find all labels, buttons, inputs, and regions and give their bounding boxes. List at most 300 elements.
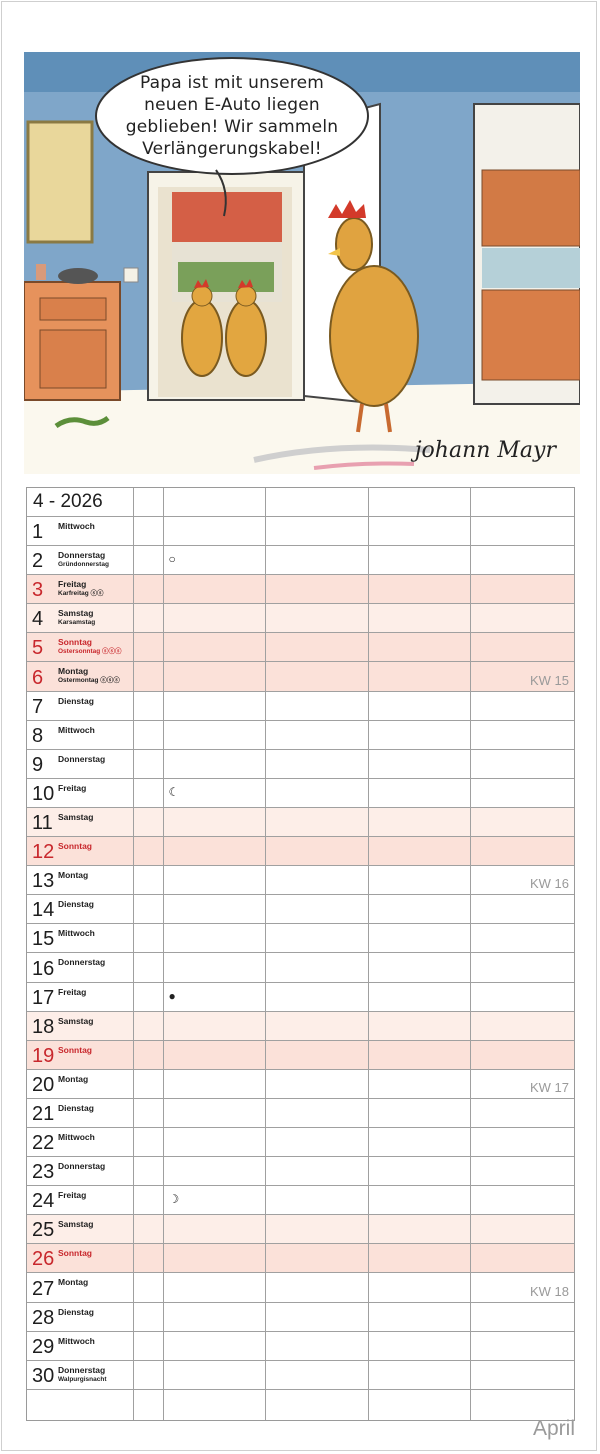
entry-cell[interactable] (471, 662, 574, 690)
day-number: 5 (32, 637, 44, 660)
entry-cell[interactable] (266, 546, 369, 574)
entry-cell[interactable] (471, 1273, 574, 1301)
entry-cell[interactable] (471, 1157, 574, 1185)
entry-cell[interactable] (266, 1157, 369, 1185)
day-number: 10 (32, 782, 55, 805)
date-cell (27, 1303, 134, 1331)
holiday-label: Gründonnerstag (58, 561, 109, 569)
day-rows (27, 517, 574, 1390)
entry-cell[interactable] (266, 924, 369, 952)
narrow-cell (134, 924, 164, 952)
day-number: 1 (32, 521, 44, 544)
day-name (58, 987, 86, 997)
entry-cell[interactable] (164, 517, 267, 545)
entry-cell[interactable] (471, 1041, 574, 1069)
weekday-label: Donnerstag (58, 1364, 106, 1375)
entry-cell[interactable] (471, 1303, 574, 1331)
day-name (58, 1074, 88, 1084)
entry-cell[interactable] (164, 1012, 267, 1040)
person-column (266, 488, 369, 516)
day-number: 27 (32, 1277, 55, 1300)
entry-cell[interactable] (369, 1215, 472, 1243)
narrow-cell (134, 1128, 164, 1156)
day-number: 4 (32, 608, 44, 631)
date-cell (27, 1012, 134, 1040)
entry-cell[interactable] (266, 866, 369, 894)
date-cell (27, 575, 134, 603)
footer-cell (164, 1390, 267, 1420)
entry-cell[interactable] (369, 1070, 472, 1098)
weekday-label: Dienstag (58, 1102, 94, 1113)
entry-cell[interactable] (369, 1099, 472, 1127)
date-cell (27, 808, 134, 836)
entry-cell[interactable] (369, 837, 472, 865)
day-number: 14 (32, 899, 55, 922)
day-row (27, 837, 574, 866)
entry-cell[interactable] (369, 1186, 472, 1214)
weekday-label: Samstag (58, 811, 94, 822)
day-name (58, 957, 105, 967)
entry-cell[interactable] (266, 779, 369, 807)
day-number: 18 (32, 1015, 55, 1038)
day-name (58, 637, 122, 657)
entry-cell[interactable] (164, 633, 267, 661)
day-row (27, 546, 574, 575)
speech-line: Papa ist mit unserem (139, 73, 325, 93)
entry-cell[interactable] (164, 1157, 267, 1185)
entry-cell[interactable] (471, 1099, 574, 1127)
entry-cell[interactable] (266, 1303, 369, 1331)
entry-cell[interactable] (164, 1273, 267, 1301)
entry-cell[interactable] (164, 575, 267, 603)
weekday-label: Donnerstag (58, 1161, 106, 1172)
date-cell (27, 924, 134, 952)
narrow-cell (134, 721, 164, 749)
weekday-label: Dienstag (58, 695, 94, 706)
entry-cell[interactable] (471, 779, 574, 807)
footer-cell (369, 1390, 472, 1420)
day-name (58, 870, 88, 880)
day-number: 28 (32, 1306, 55, 1329)
entry-cell[interactable] (471, 1332, 574, 1360)
weekday-label: Donnerstag (58, 550, 106, 561)
weekday-label: Freitag (58, 1190, 87, 1201)
entry-cell[interactable] (369, 866, 472, 894)
entry-cell[interactable] (369, 779, 472, 807)
day-name (58, 754, 105, 764)
entry-cell[interactable] (164, 779, 267, 807)
date-cell (27, 662, 134, 690)
entry-cell[interactable] (471, 517, 574, 545)
entry-cell[interactable] (471, 866, 574, 894)
day-name (58, 579, 104, 599)
day-number: 29 (32, 1335, 55, 1358)
day-number: 22 (32, 1132, 55, 1155)
footer-cell (471, 1390, 574, 1420)
day-name (58, 812, 93, 822)
entry-cell[interactable] (164, 1332, 267, 1360)
date-cell (27, 1157, 134, 1185)
moon-phase-icon: ☽ (168, 1192, 180, 1207)
day-number: 19 (32, 1044, 55, 1067)
day-row (27, 1186, 574, 1215)
day-name (58, 1365, 107, 1385)
day-number: 16 (32, 957, 55, 980)
entry-cell[interactable] (164, 1361, 267, 1389)
entry-cell[interactable] (164, 662, 267, 690)
day-row (27, 750, 574, 779)
entry-cell[interactable] (369, 750, 472, 778)
date-cell (27, 983, 134, 1011)
entry-cell[interactable] (471, 808, 574, 836)
day-number: 24 (32, 1190, 55, 1213)
narrow-cell (134, 953, 164, 981)
entry-cell[interactable] (471, 575, 574, 603)
entry-cell[interactable] (471, 721, 574, 749)
day-row (27, 1303, 574, 1332)
entry-cell[interactable] (164, 546, 267, 574)
day-name (58, 1336, 95, 1346)
weekday-label: Samstag (58, 1219, 94, 1230)
calendar-week-label: KW 16 (529, 876, 569, 892)
entry-cell[interactable] (369, 808, 472, 836)
day-row (27, 1332, 574, 1361)
entry-cell[interactable] (471, 1186, 574, 1214)
weekday-label: Mittwoch (58, 521, 95, 531)
entry-cell[interactable] (164, 837, 267, 865)
weekday-label: Mittwoch (58, 1335, 95, 1346)
footer-cell (266, 1390, 369, 1420)
date-cell (27, 1186, 134, 1214)
entry-cell[interactable] (471, 1128, 574, 1156)
entry-cell[interactable] (164, 808, 267, 836)
narrow-cell (134, 575, 164, 603)
calendar-footer-row (27, 1390, 574, 1420)
weekday-label: Montag (58, 870, 89, 881)
narrow-cell (134, 895, 164, 923)
weekday-label: Sonntag (58, 841, 92, 852)
entry-cell[interactable] (471, 692, 574, 720)
month-year-heading: 4 - 2026 (33, 491, 103, 512)
month-year-cell (27, 488, 134, 516)
day-row (27, 779, 574, 808)
narrow-cell (134, 1012, 164, 1040)
day-row (27, 983, 574, 1012)
date-cell (27, 750, 134, 778)
entry-cell[interactable] (266, 633, 369, 661)
day-row (27, 575, 574, 604)
day-name (58, 1248, 92, 1258)
date-cell (27, 1361, 134, 1389)
moon-phase-icon: ● (168, 988, 176, 1003)
entry-cell[interactable] (471, 1215, 574, 1243)
weekday-label: Sonntag (58, 1248, 92, 1259)
day-row (27, 692, 574, 721)
narrow-cell (134, 517, 164, 545)
footer-narrow-cell (134, 1390, 164, 1420)
entry-cell[interactable] (266, 1332, 369, 1360)
date-cell (27, 1041, 134, 1069)
entry-cell[interactable] (471, 1244, 574, 1272)
entry-cell[interactable] (369, 1157, 472, 1185)
entry-cell[interactable] (164, 750, 267, 778)
entry-cell[interactable] (471, 895, 574, 923)
entry-cell[interactable] (369, 1303, 472, 1331)
entry-cell[interactable] (164, 1215, 267, 1243)
date-cell (27, 517, 134, 545)
day-name (58, 1103, 94, 1113)
day-name (58, 1132, 95, 1142)
calendar-week-label: KW 17 (529, 1079, 569, 1095)
entry-cell[interactable] (266, 983, 369, 1011)
day-name (58, 666, 120, 686)
day-name (58, 1190, 86, 1200)
day-row (27, 721, 574, 750)
entry-cell[interactable] (369, 721, 472, 749)
day-name (58, 1161, 105, 1171)
entry-cell[interactable] (369, 575, 472, 603)
person-column (471, 488, 574, 516)
day-name (58, 1045, 92, 1055)
date-cell (27, 692, 134, 720)
entry-cell[interactable] (369, 1128, 472, 1156)
date-cell (27, 633, 134, 661)
entry-cell[interactable] (164, 924, 267, 952)
weekday-label: Donnerstag (58, 753, 106, 764)
day-number: 20 (32, 1073, 55, 1096)
day-row (27, 1273, 574, 1302)
entry-cell[interactable] (164, 895, 267, 923)
calendar-grid (26, 487, 575, 1421)
entry-cell[interactable] (369, 1332, 472, 1360)
day-row (27, 1099, 574, 1128)
day-number: 26 (32, 1248, 55, 1271)
entry-cell[interactable] (471, 953, 574, 981)
date-cell (27, 895, 134, 923)
date-cell (27, 1273, 134, 1301)
entry-cell[interactable] (369, 1244, 472, 1272)
narrow-cell (134, 1303, 164, 1331)
day-name (58, 899, 94, 909)
entry-cell[interactable] (471, 1012, 574, 1040)
entry-cell[interactable] (164, 1070, 267, 1098)
narrow-cell (134, 633, 164, 661)
entry-cell[interactable] (164, 604, 267, 632)
entry-cell[interactable] (266, 1186, 369, 1214)
date-cell (27, 546, 134, 574)
narrow-cell (134, 1244, 164, 1272)
weekday-label: Dienstag (58, 899, 94, 910)
holiday-label: Ostermontag ⓢⓢⓢ (58, 677, 120, 685)
moon-phase-icon: ○ (168, 552, 176, 567)
entry-cell[interactable] (164, 1303, 267, 1331)
entry-cell[interactable] (369, 895, 472, 923)
entry-cell[interactable] (266, 1215, 369, 1243)
date-cell (27, 779, 134, 807)
weekday-label: Mittwoch (58, 928, 95, 939)
date-cell (27, 1332, 134, 1360)
entry-cell[interactable] (266, 692, 369, 720)
day-name (58, 521, 95, 531)
entry-cell[interactable] (471, 1361, 574, 1389)
entry-cell[interactable] (471, 837, 574, 865)
person-column (369, 488, 472, 516)
speech-line: neuen E-Auto liegen (144, 95, 320, 115)
narrow-cell (134, 1041, 164, 1069)
entry-cell[interactable] (266, 721, 369, 749)
entry-cell[interactable] (369, 1012, 472, 1040)
day-row (27, 895, 574, 924)
day-name (58, 783, 86, 793)
day-row (27, 1070, 574, 1099)
date-cell (27, 1215, 134, 1243)
entry-cell[interactable] (164, 983, 267, 1011)
entry-cell[interactable] (266, 1273, 369, 1301)
day-number: 21 (32, 1102, 55, 1125)
day-row (27, 866, 574, 895)
footer-date-cell (27, 1390, 134, 1420)
day-number: 23 (32, 1161, 55, 1184)
entry-cell[interactable] (164, 1041, 267, 1069)
day-row (27, 604, 574, 633)
entry-cell[interactable] (266, 750, 369, 778)
entry-cell[interactable] (471, 924, 574, 952)
narrow-cell (134, 1361, 164, 1389)
weekday-label: Mittwoch (58, 724, 95, 735)
entry-cell[interactable] (266, 1128, 369, 1156)
entry-cell[interactable] (471, 633, 574, 661)
entry-cell[interactable] (266, 895, 369, 923)
narrow-cell (134, 808, 164, 836)
narrow-cell (134, 546, 164, 574)
narrow-cell (134, 1157, 164, 1185)
weekday-label: Freitag (58, 579, 87, 590)
weekday-label: Samstag (58, 608, 94, 619)
day-row (27, 924, 574, 953)
entry-cell[interactable] (369, 662, 472, 690)
day-name (58, 928, 95, 938)
day-row (27, 662, 574, 691)
entry-cell[interactable] (369, 517, 472, 545)
narrow-cell (134, 983, 164, 1011)
entry-cell[interactable] (164, 1128, 267, 1156)
entry-cell[interactable] (164, 1186, 267, 1214)
entry-cell[interactable] (369, 1273, 472, 1301)
date-cell (27, 1128, 134, 1156)
person-column (164, 488, 267, 516)
weekday-label: Sonntag (58, 1044, 92, 1055)
day-name (58, 1277, 88, 1287)
weekday-label: Montag (58, 1073, 89, 1084)
day-name (58, 841, 92, 851)
day-number: 30 (32, 1364, 55, 1387)
entry-cell[interactable] (266, 1041, 369, 1069)
entry-cell[interactable] (266, 604, 369, 632)
day-row (27, 1128, 574, 1157)
weekday-label: Mittwoch (58, 1131, 95, 1142)
entry-cell[interactable] (266, 808, 369, 836)
narrow-column (134, 488, 164, 516)
day-number: 11 (32, 812, 53, 835)
day-row (27, 953, 574, 982)
entry-cell[interactable] (266, 1099, 369, 1127)
day-row (27, 633, 574, 662)
entry-cell[interactable] (266, 1361, 369, 1389)
weekday-label: Montag (58, 1277, 89, 1288)
date-cell (27, 953, 134, 981)
date-cell (27, 604, 134, 632)
entry-cell[interactable] (369, 1041, 472, 1069)
entry-cell[interactable] (266, 517, 369, 545)
entry-cell[interactable] (471, 983, 574, 1011)
entry-cell[interactable] (266, 575, 369, 603)
entry-cell[interactable] (369, 953, 472, 981)
entry-cell[interactable] (369, 983, 472, 1011)
day-name (58, 725, 95, 735)
holiday-label: Walpurgisnacht (58, 1375, 107, 1383)
entry-cell[interactable] (369, 924, 472, 952)
speech-bubble-text (112, 72, 352, 160)
entry-cell[interactable] (369, 633, 472, 661)
day-row (27, 1012, 574, 1041)
entry-cell[interactable] (164, 953, 267, 981)
entry-cell[interactable] (266, 1070, 369, 1098)
entry-cell[interactable] (164, 1099, 267, 1127)
entry-cell[interactable] (266, 662, 369, 690)
day-name (58, 550, 109, 570)
entry-cell[interactable] (266, 953, 369, 981)
cartoon-illustration (24, 52, 580, 474)
entry-cell[interactable] (471, 546, 574, 574)
day-row (27, 1041, 574, 1070)
day-number: 7 (32, 695, 44, 718)
day-number: 25 (32, 1219, 55, 1242)
entry-cell[interactable] (471, 1070, 574, 1098)
speech-line: geblieben! Wir sammeln (125, 117, 339, 137)
entry-cell[interactable] (164, 1244, 267, 1272)
day-number: 9 (32, 753, 44, 776)
entry-cell[interactable] (369, 604, 472, 632)
entry-cell[interactable] (266, 837, 369, 865)
day-number: 12 (32, 841, 55, 864)
entry-cell[interactable] (266, 1012, 369, 1040)
weekday-label: Dienstag (58, 1306, 94, 1317)
calendar-week-label: KW 15 (529, 672, 569, 688)
entry-cell[interactable] (164, 721, 267, 749)
calendar-header-row (27, 488, 574, 517)
entry-cell[interactable] (471, 750, 574, 778)
artist-signature: johann Mayr (414, 438, 556, 463)
entry-cell[interactable] (266, 1244, 369, 1272)
entry-cell[interactable] (369, 692, 472, 720)
day-name (58, 1307, 94, 1317)
entry-cell[interactable] (369, 546, 472, 574)
holiday-label: Karfreitag ⓢⓢ (58, 590, 104, 598)
entry-cell[interactable] (471, 604, 574, 632)
month-label: April (532, 1417, 575, 1440)
entry-cell[interactable] (164, 866, 267, 894)
narrow-cell (134, 866, 164, 894)
day-number: 8 (32, 724, 44, 747)
narrow-cell (134, 1070, 164, 1098)
day-number: 6 (32, 666, 44, 689)
entry-cell[interactable] (164, 692, 267, 720)
narrow-cell (134, 837, 164, 865)
entry-cell[interactable] (369, 1361, 472, 1389)
date-cell (27, 866, 134, 894)
day-number: 17 (32, 986, 55, 1009)
narrow-cell (134, 750, 164, 778)
